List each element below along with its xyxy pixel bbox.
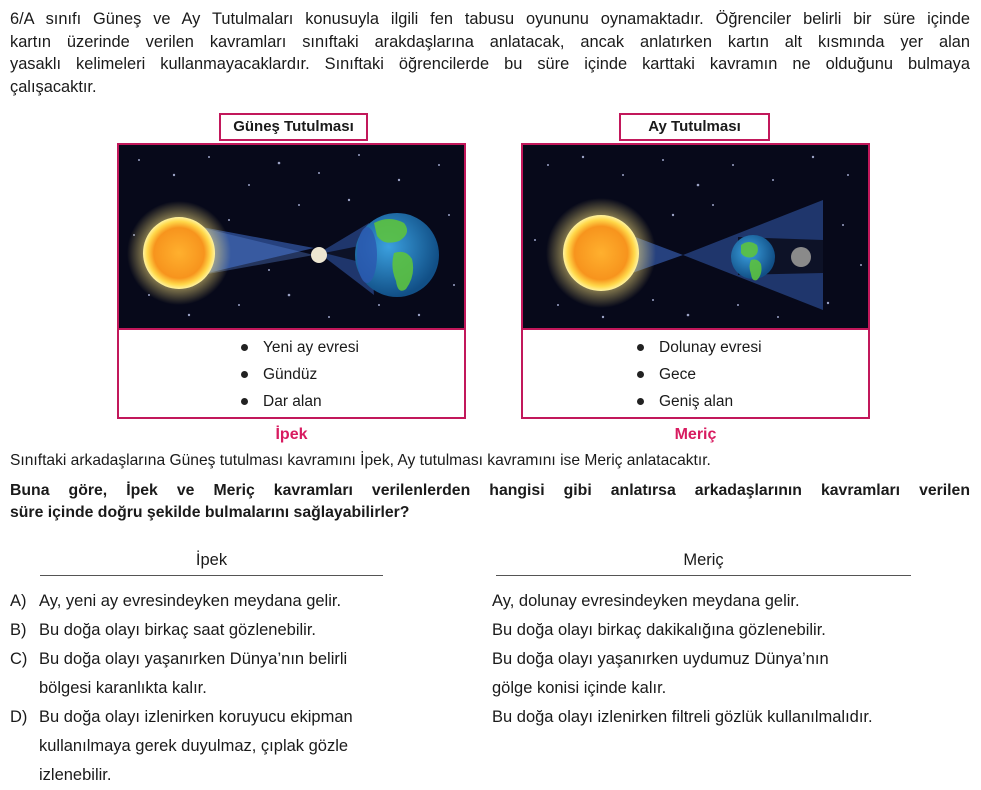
bullet-icon bbox=[637, 398, 644, 405]
option-ipek-text: izlenebilir. bbox=[39, 766, 112, 784]
forbidden-word bbox=[637, 388, 762, 415]
forbidden-word bbox=[637, 361, 762, 388]
moon-icon bbox=[311, 247, 327, 263]
statement-text: Sınıftaki arkadaşlarına Güneş tutulması kavramını İpek, Ay tutulması kavramını ise Meriç anlatacaktır. bbox=[10, 452, 711, 469]
card-owner-name: Meriç bbox=[674, 426, 717, 443]
forbidden-word bbox=[241, 361, 359, 388]
forbidden-words-list bbox=[523, 330, 868, 417]
card-box bbox=[521, 143, 870, 419]
forbidden-word bbox=[637, 334, 762, 361]
option-meric-text: Bu doğa olayı birkaç dakikalığına gözlenebilir. bbox=[492, 621, 826, 639]
solar-eclipse-illustration bbox=[119, 145, 464, 330]
bullet-icon bbox=[637, 344, 644, 351]
card-title: Güneş Tutulması bbox=[219, 113, 368, 141]
forbidden-word bbox=[241, 388, 359, 415]
forbidden-words-list bbox=[119, 330, 464, 417]
option-ipek-text: Bu doğa olayı birkaç saat gözlenebilir. bbox=[39, 621, 317, 639]
intro-paragraph bbox=[10, 8, 970, 98]
option-meric-text: Ay, dolunay evresindeyken meydana gelir. bbox=[492, 592, 800, 610]
card-box bbox=[117, 143, 466, 419]
question-line: Buna göre, İpek ve Meriç kavramları verilenlerden hangisi gibi anlatırsa arkadaşlarının kavramları verilen bbox=[10, 482, 970, 499]
question-line: süre içinde doğru şekilde bulmalarını sağlayabilirler? bbox=[10, 504, 410, 521]
option-meric-text: gölge konisi içinde kalır. bbox=[492, 679, 667, 697]
sun-icon bbox=[143, 217, 215, 289]
card-title: Ay Tutulması bbox=[619, 113, 770, 141]
option-letter: C) bbox=[10, 650, 28, 668]
column-header-ipek: İpek bbox=[40, 551, 383, 576]
option-ipek-text: Bu doğa olayı izlenirken koruyucu ekipman bbox=[39, 708, 353, 726]
bullet-icon bbox=[637, 371, 644, 378]
option-letter: D) bbox=[10, 708, 28, 726]
option-ipek-text: Bu doğa olayı yaşanırken Dünya’nın belirli bbox=[39, 650, 348, 668]
forbidden-word-text: Geniş alan bbox=[659, 393, 734, 410]
forbidden-word-text: Dolunay evresi bbox=[659, 339, 762, 356]
column-header-meric: Meriç bbox=[496, 551, 911, 576]
forbidden-word-text: Gece bbox=[659, 366, 697, 383]
bullet-icon bbox=[241, 344, 248, 351]
lunar-eclipse-illustration bbox=[523, 145, 868, 330]
option-a[interactable] bbox=[10, 587, 970, 616]
forbidden-word bbox=[241, 334, 359, 361]
bullet-icon bbox=[241, 398, 248, 405]
intro-line: kartın üzerinde verilen kavramları sınıftaki arakdaşlarına anlatacak, ancak anlatırken kartın alt kısmında yer alan bbox=[10, 32, 970, 51]
forbidden-word-text: Yeni ay evresi bbox=[263, 339, 359, 356]
forbidden-word-text: Gündüz bbox=[263, 366, 318, 383]
option-b[interactable] bbox=[10, 616, 970, 645]
option-meric-text: Bu doğa olayı yaşanırken uydumuz Dünya’nın bbox=[492, 650, 829, 668]
forbidden-word-text: Dar alan bbox=[263, 393, 322, 410]
option-d[interactable] bbox=[10, 703, 970, 790]
card-owner-name: İpek bbox=[275, 426, 308, 443]
option-c[interactable] bbox=[10, 645, 970, 703]
question-text bbox=[10, 480, 970, 524]
option-ipek-text: Ay, yeni ay evresindeyken meydana gelir. bbox=[39, 592, 342, 610]
option-meric-text: Bu doğa olayı izlenirken filtreli gözlük kullanılmalıdır. bbox=[492, 708, 873, 726]
bullet-icon bbox=[241, 371, 248, 378]
intro-line: çalışacaktır. bbox=[10, 77, 97, 96]
option-letter: B) bbox=[10, 621, 27, 639]
option-ipek-text: kullanılmaya gerek duyulmaz, çıplak gözle bbox=[39, 737, 349, 755]
moon-icon bbox=[791, 247, 811, 267]
intro-line: yasaklı kelimeleri kullanmayacaklardır. Sınıftaki öğrencilerde bu süre içinde karttaki kavramın ne olduğunu bulmaya bbox=[10, 55, 970, 73]
lunar-eclipse-svg bbox=[523, 145, 868, 328]
option-letter: A) bbox=[10, 592, 27, 610]
option-ipek-text: bölgesi karanlıkta kalır. bbox=[39, 679, 207, 697]
solar-eclipse-svg bbox=[119, 145, 464, 328]
intro-line: 6/A sınıfı Güneş ve Ay Tutulmaları konusuyla ilgili fen tabusu oyununu oynamaktadır. Öğrenciler belirli bir süre içinde bbox=[10, 10, 970, 28]
sun-icon bbox=[563, 215, 639, 291]
